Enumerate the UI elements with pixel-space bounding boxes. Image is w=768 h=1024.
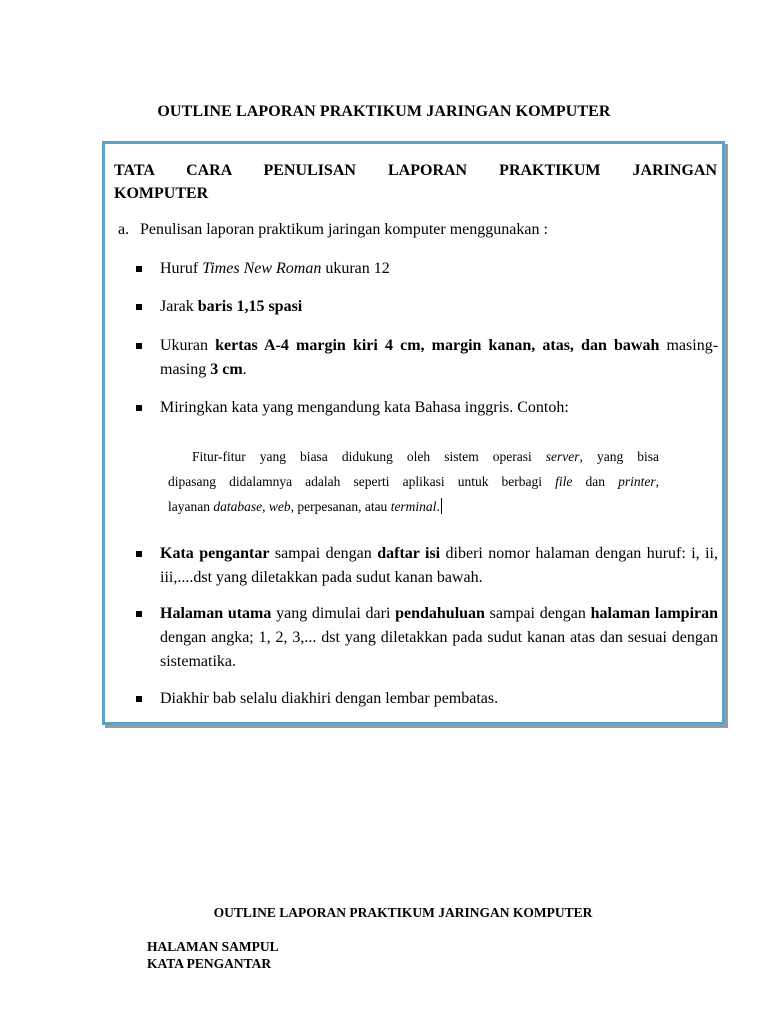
box-heading (114, 159, 717, 205)
box-heading-line2: KOMPUTER (114, 185, 209, 202)
bullet-text: Halaman utama yang dimulai dari pendahuluan sampai dengan halaman lampiran dengan angka; 1, 2, 3,... dst yang diletakkan pada sudut kanan atas dan sesuai dengan sistematika. (160, 605, 719, 670)
example-line: Fitur-fitur yang biasa didukung oleh sistem operasi server, yang bisa (192, 449, 659, 464)
example-line: dipasang didalamnya adalah seperti aplikasi untuk berbagi file dan printer, (168, 474, 659, 489)
square-bullet-icon (136, 304, 142, 310)
box-heading-line1: TATA CARA PENULISAN LAPORAN PRAKTIKUM JARINGAN (114, 162, 717, 179)
bullet-text: Kata pengantar sampai dengan daftar isi diberi nomor halaman dengan huruf: i, ii, iii,....dst yang diletakkan pada sudut kanan bawah. (160, 545, 718, 586)
bullet-item-paper (136, 334, 718, 382)
outline-item: KATA PENGANTAR (147, 956, 272, 971)
square-bullet-icon (136, 343, 142, 349)
bullet-item-main-numbering (136, 602, 718, 674)
square-bullet-icon (136, 405, 142, 411)
bullet-text: Ukuran kertas A-4 margin kiri 4 cm, margin kanan, atas, dan bawah masing-masing 3 cm. (160, 337, 719, 378)
page-title: OUTLINE LAPORAN PRAKTIKUM JARINGAN KOMPUTER (157, 103, 611, 120)
footer-title: OUTLINE LAPORAN PRAKTIKUM JARINGAN KOMPUTER (213, 905, 593, 920)
list-item-a-text: Penulisan laporan praktikum jaringan komputer menggunakan : (140, 221, 548, 238)
bullet-item-chapter-separator (136, 687, 718, 711)
square-bullet-icon (136, 266, 142, 272)
text-cursor (441, 498, 442, 514)
square-bullet-icon (136, 611, 142, 617)
bullet-text: Huruf Times New Roman ukuran 12 (160, 260, 390, 277)
outline-item: HALAMAN SAMPUL (147, 939, 279, 954)
bullet-text: Jarak baris 1,15 spasi (160, 298, 303, 315)
bullet-item-font (136, 257, 718, 281)
example-paragraph (168, 444, 659, 519)
bullet-item-spacing (136, 295, 718, 319)
square-bullet-icon (136, 551, 142, 557)
bullet-text: Miringkan kata yang mengandung kata Bahasa inggris. Contoh: (160, 399, 569, 416)
example-line: layanan database, web, perpesanan, atau terminal. (168, 499, 440, 514)
outline-list (147, 938, 279, 972)
bullet-item-preface-numbering (136, 542, 718, 590)
square-bullet-icon (136, 696, 142, 702)
list-item-a (118, 221, 548, 239)
list-item-a-marker: a. (118, 221, 130, 238)
bullet-item-italic (136, 396, 718, 420)
bullet-text: Diakhir bab selalu diakhiri dengan lembar pembatas. (160, 690, 499, 707)
